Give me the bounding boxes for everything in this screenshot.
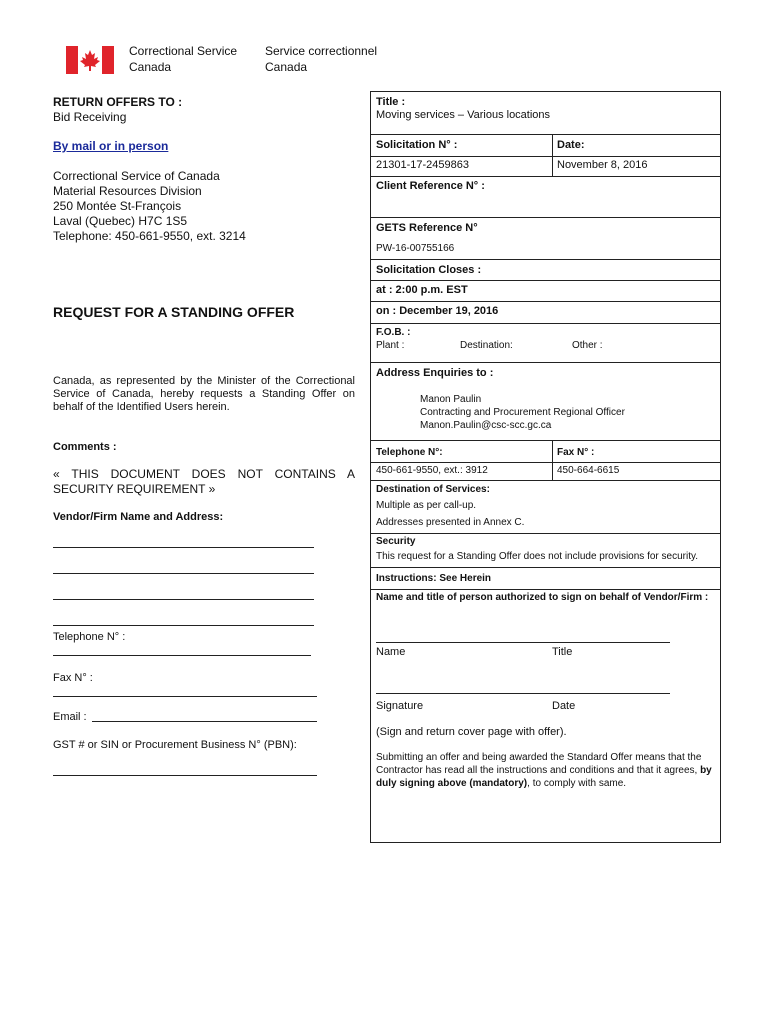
solicitation-label: Solicitation N° :	[376, 139, 458, 151]
email-field[interactable]	[92, 721, 317, 722]
vendor-line-1[interactable]	[53, 547, 314, 548]
comments-value: « THIS DOCUMENT DOES NOT CONTAINS A SECURITY REQUIREMENT »	[53, 467, 355, 496]
enquiries-role: Contracting and Procurement Regional Officer	[420, 407, 625, 418]
csc-address: Correctional Service of Canada Material Resources Division 250 Montée St-François Laval (Quebec) H7C 1S5 Telephone: 450-661-9550, ext. 3214	[53, 169, 246, 243]
solicitation-closes-date: on : December 19, 2016	[376, 305, 499, 317]
return-offers-title: RETURN OFFERS TO :	[53, 95, 183, 109]
email-label: Email :	[53, 711, 87, 723]
solicitation-closes-time: at : 2:00 p.m. EST	[376, 284, 468, 296]
security-value: This request for a Standing Offer does not include provisions for security.	[376, 551, 699, 562]
fax-label: Fax N° :	[53, 672, 93, 684]
gst-field[interactable]	[53, 775, 317, 776]
enquiries-name: Manon Paulin	[420, 394, 482, 405]
signature-label: Signature	[376, 700, 424, 712]
date-label: Date:	[557, 139, 585, 151]
request-title: REQUEST FOR A STANDING OFFER	[53, 304, 295, 320]
fax-field[interactable]	[53, 696, 317, 697]
signature-date-line[interactable]	[376, 693, 670, 694]
comments-label: Comments :	[53, 441, 117, 453]
other-label: Other :	[572, 340, 603, 351]
gst-label: GST # or SIN or Procurement Business N° (PBN):	[53, 739, 297, 751]
solicitation-closes-label: Solicitation Closes :	[376, 264, 482, 276]
authorized-person-label: Name and title of person authorized to sign on behalf of Vendor/Firm :	[376, 592, 709, 603]
org-name-en: Correctional Service Canada	[129, 44, 238, 74]
offer-form-box	[370, 91, 721, 843]
date-value: November 8, 2016	[557, 159, 648, 171]
telephone-field[interactable]	[53, 655, 311, 656]
title-value: Moving services – Various locations	[376, 109, 551, 121]
vendor-line-3[interactable]	[53, 599, 314, 600]
name-title-signature-line[interactable]	[376, 642, 670, 643]
name-label: Name	[376, 646, 406, 658]
vendor-line-4[interactable]	[53, 625, 314, 626]
submission-statement: Submitting an offer and being awarded the Standard Offer means that the Contractor has read all the instructions and conditions and that it agrees, by duly signing above (mandatory), to comply with same.	[376, 752, 712, 789]
destination-services-line-1: Multiple as per call-up.	[376, 500, 477, 511]
telephone-label: Telephone N° :	[53, 631, 126, 643]
title-label: Title :	[376, 96, 406, 108]
sign-return-note: (Sign and return cover page with offer).	[376, 726, 567, 738]
destination-services-line-2: Addresses presented in Annex C.	[376, 517, 525, 528]
telephone-no-value: 450-661-9550, ext.: 3912	[376, 465, 488, 476]
fax-no-value: 450-664-6615	[557, 465, 620, 476]
destination-label: Destination:	[460, 340, 513, 351]
gets-reference-value: PW-16-00755166	[376, 243, 455, 254]
security-label: Security	[376, 536, 416, 547]
title-signature-label: Title	[552, 646, 573, 658]
destination-services-label: Destination of Services:	[376, 484, 490, 495]
vendor-label: Vendor/Firm Name and Address:	[53, 511, 224, 523]
solicitation-value: 21301-17-2459863	[376, 159, 469, 171]
vendor-line-2[interactable]	[53, 573, 314, 574]
gets-reference-label: GETS Reference N°	[376, 222, 478, 234]
instructions-label: Instructions: See Herein	[376, 573, 492, 584]
canada-flag-icon	[66, 46, 114, 74]
enquiries-label: Address Enquiries to :	[376, 367, 494, 379]
fax-no-label: Fax N° :	[557, 447, 595, 458]
mail-link[interactable]: By mail or in person	[53, 139, 169, 153]
intro-text: Canada, as represented by the Minister of the Correctional Service of Canada, hereby requests a Standing Offer on behalf of the Identified Users herein.	[53, 375, 355, 413]
return-offers-value: Bid Receiving	[53, 110, 127, 124]
plant-label: Plant :	[376, 340, 405, 351]
fob-label: F.O.B. :	[376, 327, 411, 338]
date-signature-label: Date	[552, 700, 576, 712]
client-reference-label: Client Reference N° :	[376, 180, 485, 192]
org-name-fr: Service correctionnel Canada	[265, 44, 378, 74]
enquiries-email[interactable]: Manon.Paulin@csc-scc.gc.ca	[420, 420, 552, 431]
telephone-no-label: Telephone N°:	[376, 447, 443, 458]
